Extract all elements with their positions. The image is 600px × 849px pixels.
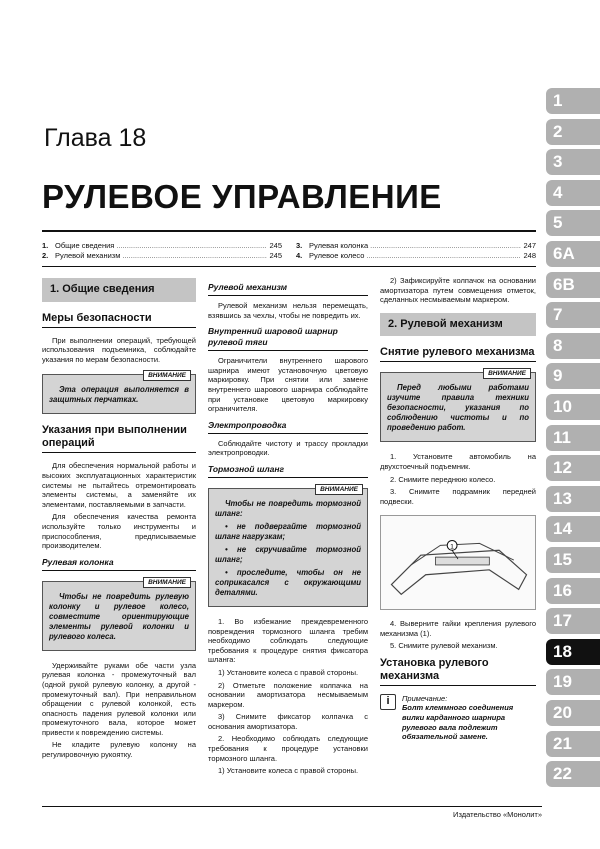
warning-box: ВНИМАНИЕ Чтобы не повредить рулевую колонку и рулевое колесо, совместите ориентирующие элементы рулевой колонки и рулевого колеса.	[42, 581, 196, 651]
chapter-tab-12[interactable]: 12	[546, 455, 600, 481]
chapter-number: Глава 18	[44, 124, 147, 152]
paragraph: Ограничители внутреннего шарового шарнира имеют установочную цветовую маркировку. При снятии или замене внутреннего шарового шарнира соблюдайте при установке цветовую маркировку ограничителя.	[208, 356, 368, 414]
chapter-tab-16[interactable]: 16	[546, 578, 600, 604]
note-icon: i	[380, 694, 396, 710]
step: 2. Снимите переднюю колесо.	[390, 474, 496, 484]
steering-gear-illustration	[380, 515, 536, 610]
paragraph: 2) Зафиксируйте колпачок на основании амортизатора путем совмещения отметок, сделанных несмываемым маркером.	[380, 276, 536, 305]
subheading: Указания при выполнении операций	[42, 424, 196, 453]
paragraph: 3) Снимите фиксатор колпачка с основания амортизатора.	[208, 712, 368, 731]
subheading: Меры безопасности	[42, 312, 196, 328]
paragraph: 2. Необходимо соблюдать следующие требования к процедуре установки тормозного шланга.	[208, 734, 368, 763]
chapter-tab-10[interactable]: 10	[546, 394, 600, 420]
step: 4. Выверните гайки крепления рулевого механизма (1).	[380, 618, 536, 638]
chapter-title: РУЛЕВОЕ УПРАВЛЕНИЕ	[42, 178, 442, 215]
chapter-tab-1[interactable]: 1	[546, 88, 600, 114]
subheading: Рулевая колонка	[42, 557, 196, 571]
warning-tag: ВНИМАНИЕ	[483, 368, 531, 379]
chapter-tab-2[interactable]: 2	[546, 119, 600, 145]
paragraph: 1. Во избежание преждевременного повреждения тормозного шланга требим необходимо соблюдать следующие требования к процедуре снятия фиксатора шланга:	[208, 616, 368, 665]
chapter-tab-20[interactable]: 20	[546, 700, 600, 726]
step: 3. Снимите подрамник передней подвески.	[380, 487, 536, 506]
chapter-tab-8[interactable]: 8	[546, 333, 600, 359]
warning-tag: ВНИМАНИЕ	[143, 577, 191, 588]
paragraph: 1) Установите колеса с правой стороны.	[218, 667, 359, 677]
subheading: Установка рулевого механизма	[380, 657, 536, 686]
chapter-tab-6b[interactable]: 6B	[546, 272, 600, 298]
chapter-tab-3[interactable]: 3	[546, 149, 600, 175]
chapter-tab-19[interactable]: 19	[546, 669, 600, 695]
section-heading: 2. Рулевой механизм	[380, 313, 536, 337]
step: 1. Установите автомобиль на двухстоечный подъемник.	[380, 452, 536, 471]
warning-box: ВНИМАНИЕ Перед любыми работами изучите правила техники безопасности, указания по соблюдению чистоты и по проведению работ.	[380, 372, 536, 442]
toc-left	[42, 241, 282, 261]
warning-box: ВНИМАНИЕ Чтобы не повредить тормозной шланг: • не подвергайте тормозной шланг нагрузкам; • не скручивайте тормозной шланг; • проследите, чтобы он не соприкасался с окружающими деталями.	[208, 488, 368, 607]
title-rule	[42, 230, 536, 232]
toc-item[interactable]: 4. Рулевое колесо ..... 248	[296, 251, 536, 261]
svg-text:1: 1	[450, 543, 454, 551]
section-heading: 1. Общие сведения	[42, 278, 196, 302]
paragraph: 2) Отметьте положение колпачка на основании амортизатора несмываемым маркером.	[208, 680, 368, 709]
note-label: Примечание:	[402, 693, 448, 703]
chapter-tab-14[interactable]: 14	[546, 516, 600, 542]
paragraph: Соблюдайте чистоту и трассу прокладки электропроводки.	[208, 438, 368, 458]
paragraph: Удерживайте руками обе части узла рулевая колонка - промежуточный вал (одной рукой рулевую колонку, а другой - промежуточный вал). При неправильном обращении с рулевой колонкой, есть опасность падения рулевой колонки или промежуточного вала, которое может привести к повреждению системы.	[42, 660, 196, 737]
toc-right	[296, 241, 536, 261]
chapter-tab-17[interactable]: 17	[546, 608, 600, 634]
publisher-footer: Издательство «Монолит»	[42, 806, 542, 819]
subheading: Внутренний шаровой шарнир рулевой тяги	[208, 326, 368, 351]
step: 5. Снимите рулевой механизм.	[390, 641, 498, 651]
chapter-tab-13[interactable]: 13	[546, 486, 600, 512]
paragraph: Для обеспечения нормальной работы и высоких эксплуатационных характеристик системы не пытайтесь отремонтировать элементы системы, а заменяйте их элементами, поставляемыми в запчасти.	[42, 461, 196, 509]
paragraph: Рулевой механизм нельзя перемещать, взявшись за чехлы, чтобы не повредить их.	[208, 301, 368, 320]
chapter-tab-4[interactable]: 4	[546, 180, 600, 206]
toc-item[interactable]: 2. Рулевой механизм ..... 245	[42, 251, 282, 261]
column-3	[380, 276, 536, 748]
chapter-tab-11[interactable]: 11	[546, 425, 600, 451]
chapter-tab-5[interactable]: 5	[546, 210, 600, 236]
chapter-tab-21[interactable]: 21	[546, 731, 600, 757]
chapter-tab-6a[interactable]: 6A	[546, 241, 600, 267]
warning-tag: ВНИМАНИЕ	[143, 370, 191, 381]
paragraph: При выполнении операций, требующей использования подъемника, соблюдайте указания по мерам безопасности.	[42, 335, 196, 364]
chapter-tab-18[interactable]: 18	[546, 639, 600, 665]
subheading: Рулевой механизм	[208, 282, 368, 296]
warning-box: ВНИМАНИЕ Эта операция выполняется в защитных перчатках.	[42, 374, 196, 414]
chapter-tab-9[interactable]: 9	[546, 363, 600, 389]
chapter-tab-7[interactable]: 7	[546, 302, 600, 328]
paragraph: Для обеспечения качества ремонта используйте только инструменты и приспособления, предписываемые производителем.	[42, 512, 196, 551]
subheading: Снятие рулевого механизма	[380, 346, 536, 362]
column-2	[208, 276, 368, 779]
warning-tag: ВНИМАНИЕ	[315, 484, 363, 495]
subheading: Тормозной шланг	[208, 464, 368, 478]
note	[380, 694, 536, 742]
chapter-tab-22[interactable]: 22	[546, 761, 600, 787]
subheading: Электропроводка	[208, 420, 368, 434]
paragraph: Не кладите рулевую колонку на регулировочную рукоятку.	[42, 740, 196, 760]
note-text: Болт клеммного соединения вилки карданного шарнира рулевого вала подлежит обязательной замене.	[402, 703, 514, 742]
toc-rule	[42, 266, 536, 267]
column-1	[42, 276, 196, 763]
toc-item[interactable]: 3. Рулевая колонка ..... 247	[296, 241, 536, 251]
paragraph: 1) Установите колеса с правой стороны.	[218, 766, 359, 776]
chapter-tab-15[interactable]: 15	[546, 547, 600, 573]
toc-item[interactable]: 1. Общие сведения ..... 245	[42, 241, 282, 251]
